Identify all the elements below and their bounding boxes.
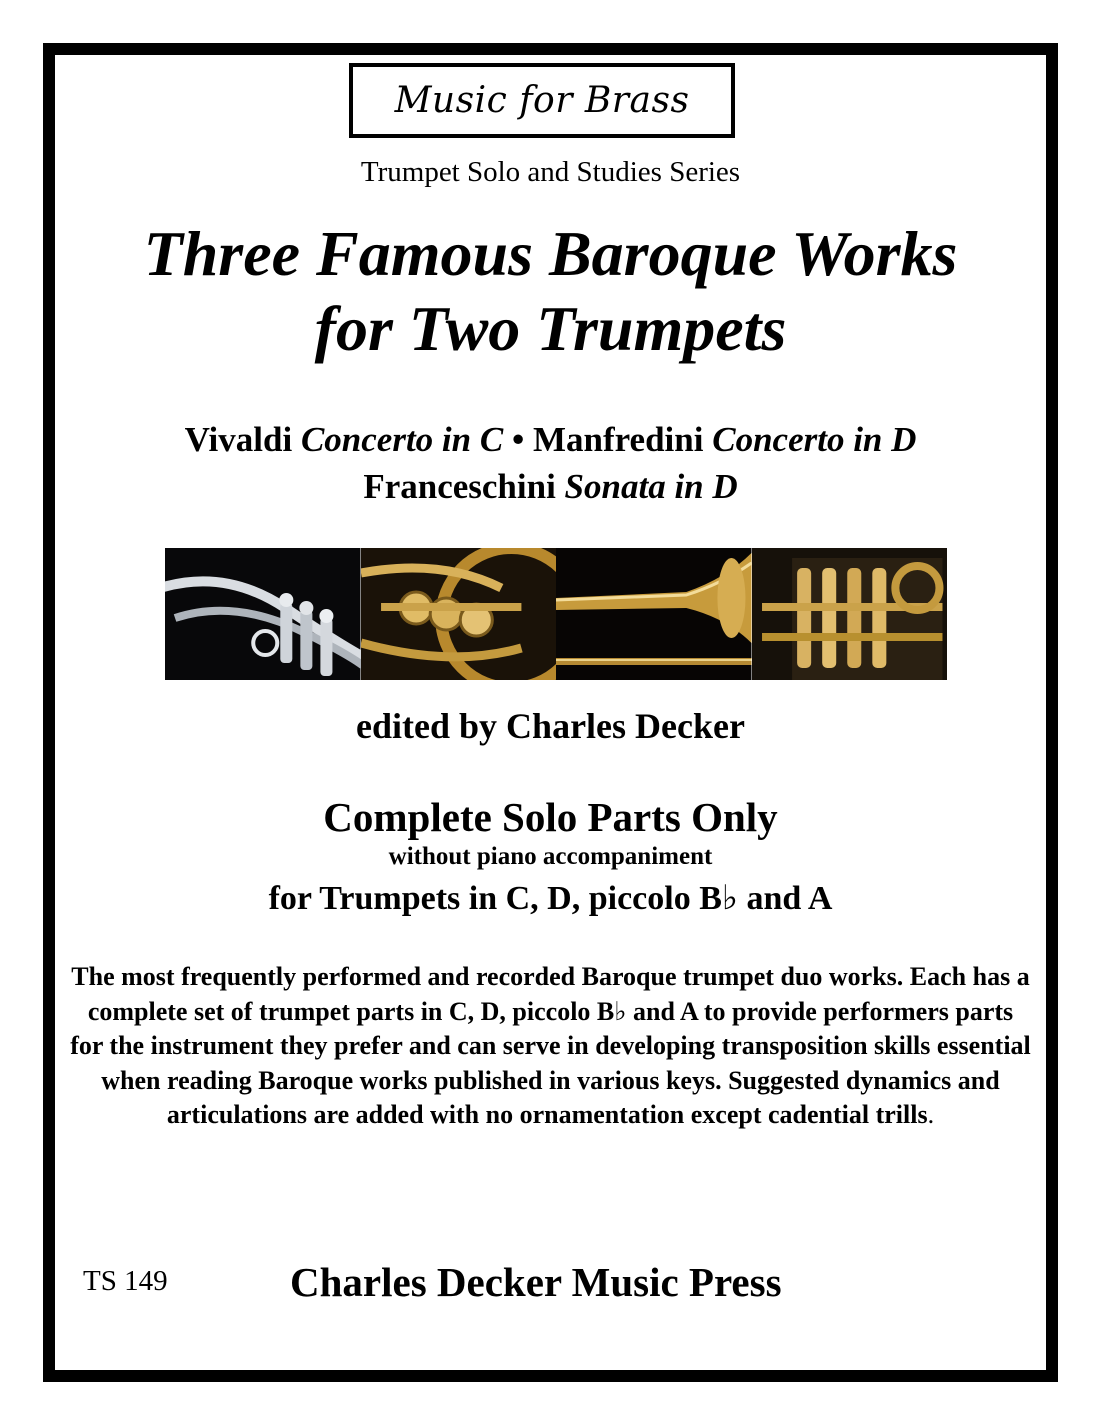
publisher-name: Charles Decker Music Press — [290, 1259, 782, 1305]
description-text: The most frequently performed and recorded Baroque trumpet duo works. Each has a complete set of trumpet parts in C, D, piccolo B♭ and A to provide performers parts for the instrument they prefer and can serve in developing transposition skills essential when reading Baroque works published in various keys. Suggested dynamics and articulations are added with no ornamentation except cadential trills — [70, 962, 1031, 1129]
catalog-number: TS 149 — [83, 1265, 168, 1297]
instrument-photo-strip — [165, 548, 947, 680]
description-period: . — [927, 1100, 935, 1129]
series-name: Trumpet Solo and Studies Series — [360, 156, 741, 188]
works-separator: • — [511, 420, 525, 459]
brand-logo: Music for Brass — [394, 80, 690, 121]
description-paragraph — [70, 960, 1031, 1133]
title-line-2: for Two Trumpets — [314, 293, 787, 364]
brand-logo-box — [349, 63, 735, 138]
works-line-2 — [0, 467, 1101, 507]
editor-credit: edited by Charles Decker — [356, 706, 745, 746]
work-title: Concerto in C — [300, 420, 504, 459]
work-title: Sonata in D — [564, 467, 738, 506]
edition-instruments: for Trumpets in C, D, piccolo B♭ and A — [268, 880, 833, 917]
works-line-1 — [0, 420, 1101, 460]
work-composer: Vivaldi — [184, 420, 293, 459]
tuba-photo — [752, 548, 948, 680]
edition-heading: Complete Solo Parts Only — [323, 794, 778, 840]
work-composer: Manfredini — [532, 420, 704, 459]
trumpet-photo — [165, 548, 361, 680]
work-title: Concerto in D — [712, 420, 917, 459]
title-line-1: Three Famous Baroque Works — [143, 218, 958, 289]
work-composer: Franceschini — [363, 467, 556, 506]
horn-photo — [361, 548, 557, 680]
trombone-photo — [556, 548, 752, 680]
edition-subheading: without piano accompaniment — [388, 843, 713, 870]
